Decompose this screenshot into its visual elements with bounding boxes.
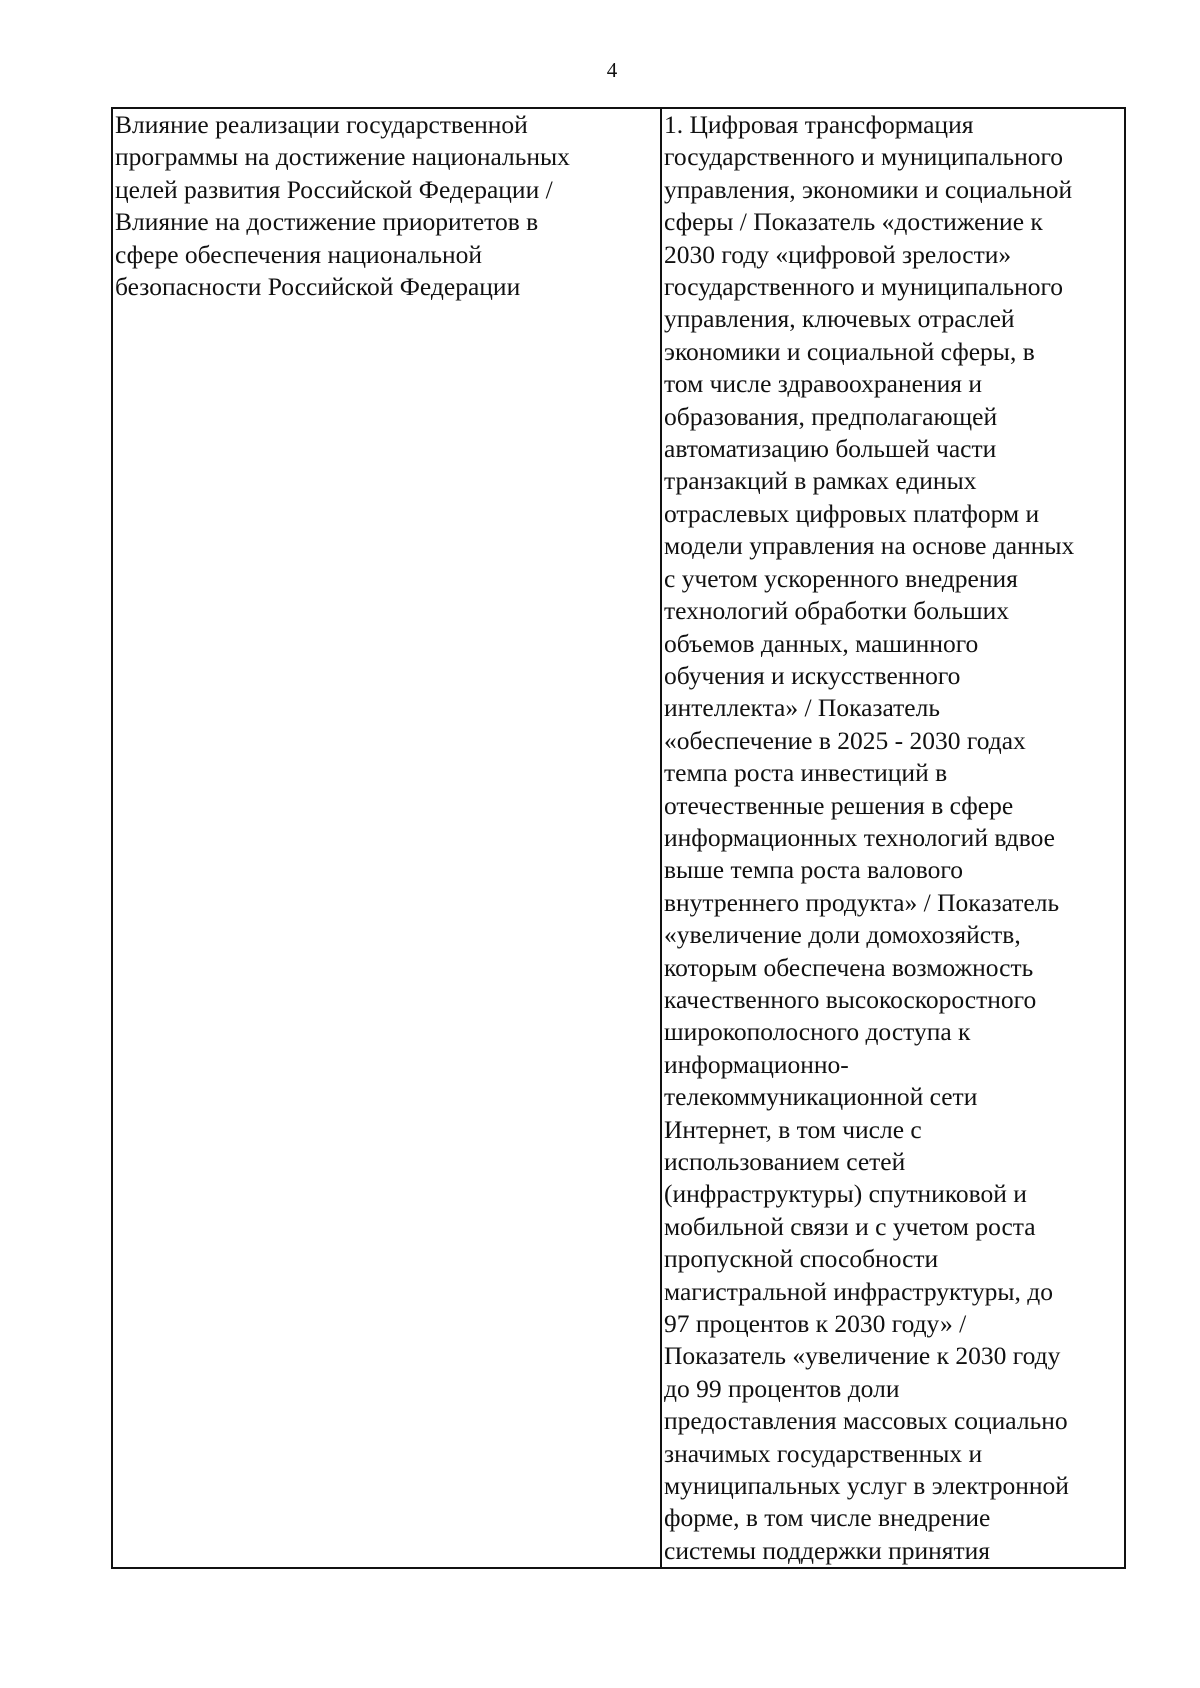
text-line: технологий обработки больших bbox=[664, 596, 1010, 626]
text-line: пропускной способности bbox=[664, 1244, 939, 1274]
text-line: отечественные решения в сфере bbox=[664, 790, 1014, 820]
table-cell-label bbox=[113, 109, 662, 1567]
text-line: государственного и муниципального bbox=[664, 142, 1064, 172]
text-line: магистральной инфраструктуры, до bbox=[664, 1276, 1054, 1306]
text-line: обучения и искусственного bbox=[664, 660, 961, 690]
text-line: транзакций в рамках единых bbox=[664, 466, 977, 496]
text-line: Влияние реализации государственной bbox=[115, 110, 528, 139]
text-line: информационных технологий вдвое bbox=[664, 822, 1055, 852]
text-line: управления, экономики и социальной bbox=[664, 174, 1073, 204]
text-line: экономики и социальной сферы, в bbox=[664, 336, 1035, 366]
text-line: сферы / Показатель «достижение к bbox=[664, 207, 1043, 237]
text-line: управления, ключевых отраслей bbox=[664, 304, 1015, 334]
text-line: государственного и муниципального bbox=[664, 272, 1064, 302]
text-line: целей развития Российской Федерации / bbox=[115, 174, 553, 204]
text-line: сфере обеспечения национальной bbox=[115, 239, 483, 269]
text-line: муниципальных услуг в электронной bbox=[664, 1471, 1069, 1501]
text-line: отраслевых цифровых платформ и bbox=[664, 498, 1040, 528]
text-line: 1. Цифровая трансформация bbox=[664, 110, 974, 139]
text-line: Показатель «увеличение к 2030 году bbox=[664, 1341, 1061, 1371]
text-line: Влияние на достижение приоритетов в bbox=[115, 207, 539, 237]
text-line: которым обеспечена возможность bbox=[664, 952, 1034, 982]
text-line: 2030 году «цифровой зрелости» bbox=[664, 239, 1012, 269]
text-line: внутреннего продукта» / Показатель bbox=[664, 887, 1060, 917]
text-line: программы на достижение национальных bbox=[115, 142, 570, 172]
text-line: системы поддержки принятия bbox=[664, 1535, 991, 1565]
text-line: информационно- bbox=[664, 1049, 849, 1079]
text-line: телекоммуникационной сети bbox=[664, 1082, 978, 1112]
text-line: интеллекта» / Показатель bbox=[664, 693, 940, 723]
text-line: широкополосного доступа к bbox=[664, 1017, 971, 1047]
text-line: с учетом ускоренного внедрения bbox=[664, 563, 1018, 593]
text-line: безопасности Российской Федерации bbox=[115, 272, 521, 302]
page-number: 4 bbox=[606, 58, 618, 82]
text-line: Интернет, в том числе с bbox=[664, 1114, 922, 1144]
text-line: до 99 процентов доли bbox=[664, 1373, 900, 1403]
text-line: форме, в том числе внедрение bbox=[664, 1503, 991, 1533]
text-line: мобильной связи и с учетом роста bbox=[664, 1211, 1036, 1241]
text-line: объемов данных, машинного bbox=[664, 628, 979, 658]
table-cell-content bbox=[662, 109, 1124, 1567]
text-line: использованием сетей bbox=[664, 1147, 906, 1176]
text-line: выше темпа роста валового bbox=[664, 855, 963, 885]
text-line: автоматизацию большей части bbox=[664, 434, 997, 464]
text-line: «увеличение доли домохозяйств, bbox=[664, 920, 1021, 950]
text-line: значимых государственных и bbox=[664, 1438, 983, 1468]
text-line: предоставления массовых социально bbox=[664, 1406, 1068, 1436]
text-line: темпа роста инвестиций в bbox=[664, 758, 948, 788]
text-line: (инфраструктуры) спутниковой и bbox=[664, 1179, 1027, 1209]
text-line: 97 процентов к 2030 году» / bbox=[664, 1309, 967, 1339]
text-line: том числе здравоохранения и bbox=[664, 369, 983, 399]
text-line: «обеспечение в 2025 - 2030 годах bbox=[664, 725, 1026, 755]
text-line: образования, предполагающей bbox=[664, 401, 998, 431]
text-line: модели управления на основе данных bbox=[664, 531, 1075, 561]
text-line: качественного высокоскоростного bbox=[664, 984, 1037, 1014]
document-table bbox=[111, 107, 1126, 1569]
